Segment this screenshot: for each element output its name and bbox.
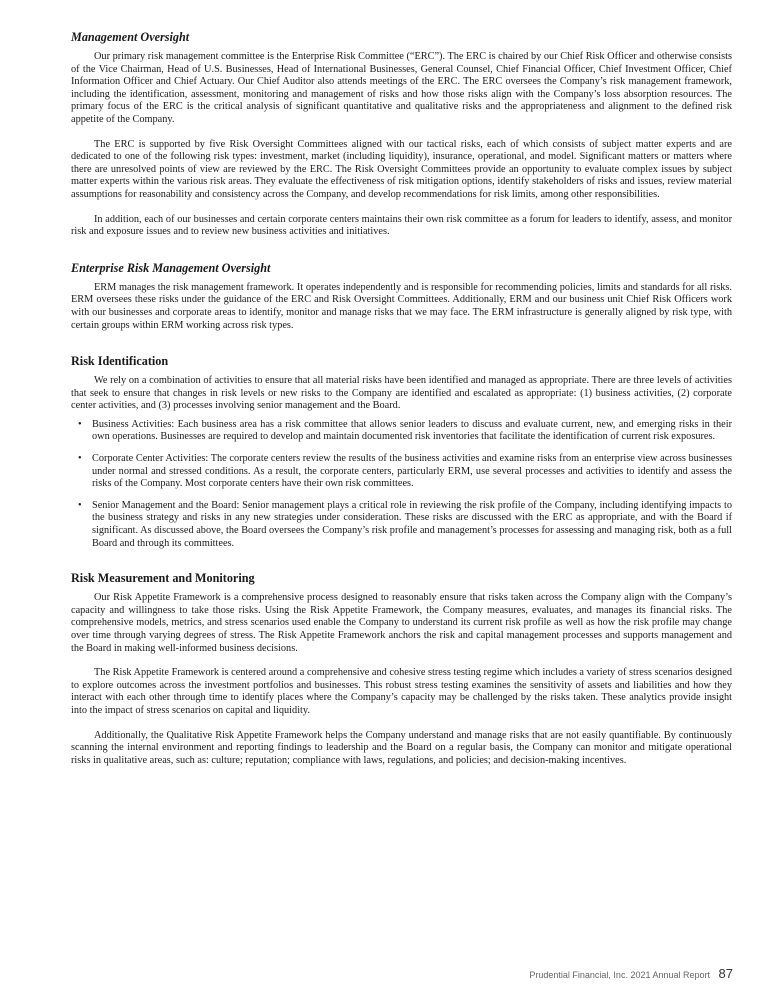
list-item bbox=[71, 419, 732, 444]
paragraph: Our Risk Appetite Framework is a comprehensive process designed to reasonably ensure that risks taken across the Company align with the Company’s capacity and willingness to take those risks. Using the Risk Appetite Framework, the Company measures, evaluates, and manages its financial risks. The comprehensive models, metrics, and stress scenarios used enable the Company to understand its current risk profile as well as how the risk profile may change over time through varying degrees of stress. The Risk Appetite Framework anchors the risk and capital management processes and supports management and the Board in making well-informed business decisions. bbox=[71, 592, 732, 654]
erm-oversight-section bbox=[71, 261, 732, 332]
section-heading: Enterprise Risk Management Oversight bbox=[71, 260, 271, 275]
list-item bbox=[71, 500, 732, 550]
page-number: 87 bbox=[718, 966, 733, 981]
bullet-marker: • bbox=[78, 418, 82, 430]
paragraph: The Risk Appetite Framework is centered around a comprehensive and cohesive stress testing regime which includes a variety of stress scenarios designed to explore outcomes across the investment portfolios and businesses. This robust stress testing examines the sensitivity of assets and liabilities and how they interact with each other through time to identify places where the Company’s capacity may be challenged by the risks taken. These analytics provide insight into the impact of stress scenarios on capital and liquidity. bbox=[71, 667, 732, 716]
document-page bbox=[71, 30, 732, 767]
risk-identification-section bbox=[71, 354, 732, 550]
bullet-marker: • bbox=[78, 453, 82, 465]
page-footer bbox=[529, 966, 733, 981]
report-title: Prudential Financial, Inc. 2021 Annual Report bbox=[529, 970, 711, 980]
paragraph: Our primary risk management committee is the Enterprise Risk Committee (“ERC”). The ERC is chaired by our Chief Risk Officer and otherwise consists of the Vice Chairman, Head of U.S. Businesses, Head of International Businesses, General Counsel, Chief Financial Officer, Chief Investment Officer, Chief Information Officer and Chief Actuary. Our Chief Auditor also attends meetings of the ERC. The ERC oversees the Company’s risk management framework, including the identification, assessment, monitoring and management of risks and how those risks align with the Company’s loss absorption resources. The primary focus of the ERC is the critical analysis of significant quantitative and qualitative risks and the appropriateness and alignment to the defined risk appetite of the Company. bbox=[71, 51, 732, 125]
paragraph: We rely on a combination of activities to ensure that all material risks have been identified and managed as appropriate. There are three levels of activities that seek to ensure that changes in risk levels or new risks to the Company are identified and escalated as appropriate: (1) business activities, (2) corporate center activities, and (3) processes involving senior management and the Board. bbox=[71, 375, 732, 412]
bullet-marker: • bbox=[78, 499, 82, 511]
paragraph: Additionally, the Qualitative Risk Appetite Framework helps the Company understand and manage risks that are not easily quantifiable. By continuously scanning the internal environment and reporting findings to leadership and the Board on a regular basis, the Company can monitor and mitigate operational risks in qualitative areas, such as: culture; reputation; compliance with laws, regulations, and policies; and decision-making incentives. bbox=[71, 729, 732, 766]
list-item-text: Business Activities: Each business area has a risk committee that allows senior leaders to discuss and evaluate current, new, and emerging risks in their own operations. Businesses are required to develop and maintain documented risk inventories that facilitate the identification of current risk exposures. bbox=[92, 418, 732, 443]
list-item-text: Senior Management and the Board: Senior management plays a critical role in reviewing the risk profile of the Company, including identifying impacts to the business strategy and risks in any new strategies under consideration. These risks are discussed with the ERC as appropriate, and with the Board if significant. As discussed above, the Board oversees the Company’s risk profile and management’s processes for assessing and managing risk, both as a full Board and through its committees. bbox=[92, 499, 732, 549]
section-heading: Management Oversight bbox=[71, 30, 190, 44]
section-heading: Risk Identification bbox=[71, 354, 169, 369]
management-oversight-section bbox=[71, 30, 732, 239]
paragraph: The ERC is supported by five Risk Oversight Committees aligned with our tactical risks, each of which consists of subject matter experts and are dedicated to one of the following risk types: investment, market (including liquidity), insurance, operational, and model. Significant matters or matters where there are unresolved points of view are reviewed by the ERC. The Risk Oversight Committees provide an opportunity to evaluate complex issues by subject matter experts within the various risk areas. They evaluate the effectiveness of risk mitigation options, identify stakeholders of risks and issues, review material assumptions for reasonability and consistency across the Company, and develop recommendations for risk limits, among other responsibilities. bbox=[71, 138, 732, 200]
section-heading: Risk Measurement and Monitoring bbox=[71, 571, 255, 586]
bullet-list bbox=[71, 419, 732, 550]
paragraph: In addition, each of our businesses and certain corporate centers maintains their own risk committee as a forum for leaders to identify, assess, and monitor risk and exposure issues and to review new business activities and initiatives. bbox=[71, 213, 732, 238]
risk-measurement-section bbox=[71, 571, 732, 767]
list-item bbox=[71, 453, 732, 491]
paragraph: ERM manages the risk management framework. It operates independently and is responsible for recommending policies, limits and standards for all risks. ERM oversees these risks under the guidance of the ERC and Risk Oversight Committees. Additionally, ERM and our business unit Chief Risk Officers work with our businesses and corporate areas to identify, monitor and manage risks that we may face. The ERM infrastructure is generally aligned by risk type, with certain groups within ERM working across risk types. bbox=[71, 281, 732, 331]
list-item-text: Corporate Center Activities: The corporate centers review the results of the business activities and examine risks from an enterprise view across businesses under normal and stressed conditions. As a result, the corporate centers, particularly ERM, use several processes and activities to identify and assess the risks of the Company. Most corporate centers have their own risk committees. bbox=[92, 453, 732, 490]
